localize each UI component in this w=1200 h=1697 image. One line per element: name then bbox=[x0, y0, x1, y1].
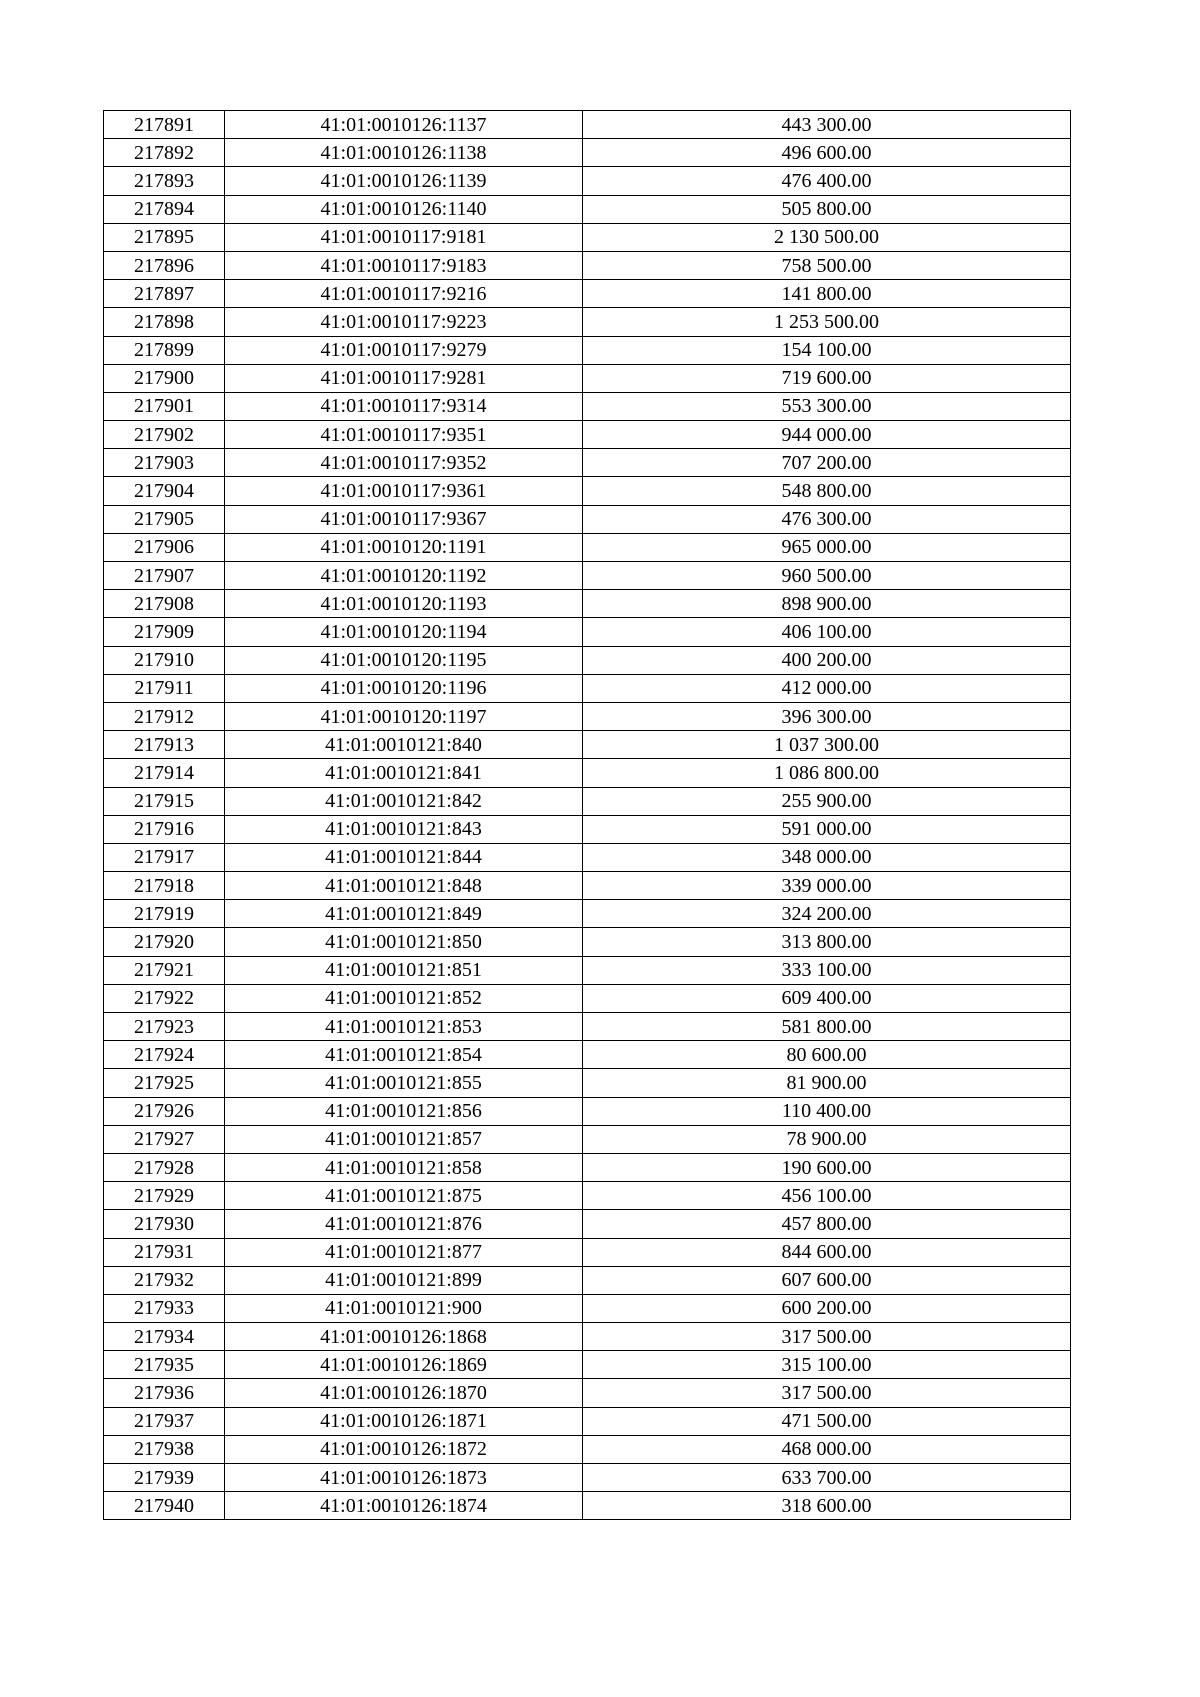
table-row bbox=[104, 984, 1071, 1012]
cadastral-value-cell: 607 600.00 bbox=[583, 1266, 1071, 1294]
cadastral-number-cell: 41:01:0010126:1140 bbox=[225, 195, 583, 223]
cadastral-number-cell: 41:01:0010121:842 bbox=[225, 787, 583, 815]
table-row bbox=[104, 1492, 1071, 1520]
table-row bbox=[104, 1013, 1071, 1041]
cadastral-number-cell: 41:01:0010120:1195 bbox=[225, 646, 583, 674]
table-row bbox=[104, 1266, 1071, 1294]
cadastral-value-cell: 400 200.00 bbox=[583, 646, 1071, 674]
cadastral-number-cell: 41:01:0010126:1873 bbox=[225, 1464, 583, 1492]
cadastral-number-cell: 41:01:0010117:9281 bbox=[225, 364, 583, 392]
row-number-cell: 217892 bbox=[104, 139, 225, 167]
row-number-cell: 217898 bbox=[104, 308, 225, 336]
cadastral-value-cell: 581 800.00 bbox=[583, 1013, 1071, 1041]
row-number-cell: 217923 bbox=[104, 1013, 225, 1041]
cadastral-number-cell: 41:01:0010121:900 bbox=[225, 1294, 583, 1322]
table-row bbox=[104, 618, 1071, 646]
row-number-cell: 217897 bbox=[104, 280, 225, 308]
cadastral-number-cell: 41:01:0010121:851 bbox=[225, 956, 583, 984]
cadastral-value-cell: 1 037 300.00 bbox=[583, 731, 1071, 759]
cadastral-value-cell: 758 500.00 bbox=[583, 251, 1071, 279]
cadastral-number-cell: 41:01:0010126:1870 bbox=[225, 1379, 583, 1407]
table-row bbox=[104, 195, 1071, 223]
table-row bbox=[104, 590, 1071, 618]
row-number-cell: 217899 bbox=[104, 336, 225, 364]
table-row bbox=[104, 562, 1071, 590]
row-number-cell: 217910 bbox=[104, 646, 225, 674]
row-number-cell: 217914 bbox=[104, 759, 225, 787]
cadastral-number-cell: 41:01:0010121:855 bbox=[225, 1069, 583, 1097]
row-number-cell: 217902 bbox=[104, 421, 225, 449]
cadastral-value-cell: 333 100.00 bbox=[583, 956, 1071, 984]
table-row bbox=[104, 533, 1071, 561]
row-number-cell: 217933 bbox=[104, 1294, 225, 1322]
row-number-cell: 217915 bbox=[104, 787, 225, 815]
row-number-cell: 217932 bbox=[104, 1266, 225, 1294]
cadastral-value-cell: 81 900.00 bbox=[583, 1069, 1071, 1097]
cadastral-number-cell: 41:01:0010121:849 bbox=[225, 900, 583, 928]
row-number-cell: 217911 bbox=[104, 674, 225, 702]
row-number-cell: 217894 bbox=[104, 195, 225, 223]
row-number-cell: 217912 bbox=[104, 702, 225, 730]
cadastral-value-cell: 719 600.00 bbox=[583, 364, 1071, 392]
row-number-cell: 217919 bbox=[104, 900, 225, 928]
row-number-cell: 217917 bbox=[104, 843, 225, 871]
cadastral-number-cell: 41:01:0010121:858 bbox=[225, 1153, 583, 1181]
row-number-cell: 217907 bbox=[104, 562, 225, 590]
cadastral-number-cell: 41:01:0010126:1138 bbox=[225, 139, 583, 167]
row-number-cell: 217924 bbox=[104, 1041, 225, 1069]
table-row bbox=[104, 759, 1071, 787]
cadastral-number-cell: 41:01:0010120:1197 bbox=[225, 702, 583, 730]
table-row bbox=[104, 505, 1071, 533]
table-row bbox=[104, 646, 1071, 674]
cadastral-value-cell: 457 800.00 bbox=[583, 1210, 1071, 1238]
table-row bbox=[104, 900, 1071, 928]
cadastral-value-cell: 406 100.00 bbox=[583, 618, 1071, 646]
cadastral-value-cell: 965 000.00 bbox=[583, 533, 1071, 561]
table-row bbox=[104, 1125, 1071, 1153]
row-number-cell: 217938 bbox=[104, 1435, 225, 1463]
cadastral-number-cell: 41:01:0010121:841 bbox=[225, 759, 583, 787]
cadastral-number-cell: 41:01:0010117:9367 bbox=[225, 505, 583, 533]
cadastral-value-cell: 591 000.00 bbox=[583, 815, 1071, 843]
cadastral-number-cell: 41:01:0010117:9223 bbox=[225, 308, 583, 336]
row-number-cell: 217922 bbox=[104, 984, 225, 1012]
cadastral-number-cell: 41:01:0010117:9216 bbox=[225, 280, 583, 308]
cadastral-number-cell: 41:01:0010126:1872 bbox=[225, 1435, 583, 1463]
cadastral-number-cell: 41:01:0010126:1871 bbox=[225, 1407, 583, 1435]
cadastral-value-cell: 154 100.00 bbox=[583, 336, 1071, 364]
cadastral-value-cell: 476 400.00 bbox=[583, 167, 1071, 195]
cadastral-value-cell: 190 600.00 bbox=[583, 1153, 1071, 1181]
cadastral-number-cell: 41:01:0010121:843 bbox=[225, 815, 583, 843]
cadastral-value-cell: 496 600.00 bbox=[583, 139, 1071, 167]
cadastral-value-cell: 348 000.00 bbox=[583, 843, 1071, 871]
table-row bbox=[104, 1153, 1071, 1181]
row-number-cell: 217937 bbox=[104, 1407, 225, 1435]
row-number-cell: 217918 bbox=[104, 872, 225, 900]
row-number-cell: 217906 bbox=[104, 533, 225, 561]
row-number-cell: 217908 bbox=[104, 590, 225, 618]
table-row bbox=[104, 731, 1071, 759]
cadastral-number-cell: 41:01:0010126:1868 bbox=[225, 1323, 583, 1351]
cadastral-value-cell: 313 800.00 bbox=[583, 928, 1071, 956]
row-number-cell: 217896 bbox=[104, 251, 225, 279]
row-number-cell: 217925 bbox=[104, 1069, 225, 1097]
cadastral-number-cell: 41:01:0010121:899 bbox=[225, 1266, 583, 1294]
row-number-cell: 217934 bbox=[104, 1323, 225, 1351]
cadastral-number-cell: 41:01:0010121:852 bbox=[225, 984, 583, 1012]
cadastral-value-cell: 141 800.00 bbox=[583, 280, 1071, 308]
cadastral-number-cell: 41:01:0010120:1194 bbox=[225, 618, 583, 646]
cadastral-number-cell: 41:01:0010121:848 bbox=[225, 872, 583, 900]
cadastral-value-cell: 78 900.00 bbox=[583, 1125, 1071, 1153]
cadastral-value-cell: 324 200.00 bbox=[583, 900, 1071, 928]
cadastral-value-cell: 255 900.00 bbox=[583, 787, 1071, 815]
cadastral-value-cell: 396 300.00 bbox=[583, 702, 1071, 730]
cadastral-number-cell: 41:01:0010126:1137 bbox=[225, 111, 583, 139]
row-number-cell: 217903 bbox=[104, 449, 225, 477]
cadastral-value-cell: 317 500.00 bbox=[583, 1323, 1071, 1351]
cadastral-number-cell: 41:01:0010117:9352 bbox=[225, 449, 583, 477]
table-row bbox=[104, 1041, 1071, 1069]
row-number-cell: 217936 bbox=[104, 1379, 225, 1407]
row-number-cell: 217920 bbox=[104, 928, 225, 956]
table-row bbox=[104, 449, 1071, 477]
table-row bbox=[104, 872, 1071, 900]
table-row bbox=[104, 1294, 1071, 1322]
row-number-cell: 217927 bbox=[104, 1125, 225, 1153]
cadastral-number-cell: 41:01:0010121:850 bbox=[225, 928, 583, 956]
cadastral-number-cell: 41:01:0010120:1196 bbox=[225, 674, 583, 702]
cadastral-number-cell: 41:01:0010117:9181 bbox=[225, 223, 583, 251]
cadastral-number-cell: 41:01:0010120:1192 bbox=[225, 562, 583, 590]
cadastral-number-cell: 41:01:0010126:1869 bbox=[225, 1351, 583, 1379]
row-number-cell: 217916 bbox=[104, 815, 225, 843]
cadastral-value-cell: 844 600.00 bbox=[583, 1238, 1071, 1266]
cadastral-value-cell: 80 600.00 bbox=[583, 1041, 1071, 1069]
row-number-cell: 217926 bbox=[104, 1097, 225, 1125]
cadastral-value-cell: 339 000.00 bbox=[583, 872, 1071, 900]
cadastral-value-table bbox=[103, 110, 1071, 1520]
cadastral-number-cell: 41:01:0010126:1139 bbox=[225, 167, 583, 195]
row-number-cell: 217928 bbox=[104, 1153, 225, 1181]
cadastral-number-cell: 41:01:0010121:857 bbox=[225, 1125, 583, 1153]
table-row bbox=[104, 1323, 1071, 1351]
row-number-cell: 217900 bbox=[104, 364, 225, 392]
table-row bbox=[104, 477, 1071, 505]
table-row bbox=[104, 223, 1071, 251]
cadastral-value-cell: 317 500.00 bbox=[583, 1379, 1071, 1407]
cadastral-value-cell: 553 300.00 bbox=[583, 392, 1071, 420]
cadastral-number-cell: 41:01:0010117:9314 bbox=[225, 392, 583, 420]
cadastral-value-cell: 471 500.00 bbox=[583, 1407, 1071, 1435]
table-row bbox=[104, 843, 1071, 871]
cadastral-value-cell: 600 200.00 bbox=[583, 1294, 1071, 1322]
cadastral-number-cell: 41:01:0010121:856 bbox=[225, 1097, 583, 1125]
table-row bbox=[104, 1097, 1071, 1125]
cadastral-value-cell: 476 300.00 bbox=[583, 505, 1071, 533]
row-number-cell: 217904 bbox=[104, 477, 225, 505]
cadastral-number-cell: 41:01:0010121:876 bbox=[225, 1210, 583, 1238]
table-row bbox=[104, 702, 1071, 730]
table-row bbox=[104, 251, 1071, 279]
row-number-cell: 217929 bbox=[104, 1182, 225, 1210]
row-number-cell: 217901 bbox=[104, 392, 225, 420]
table-row bbox=[104, 1182, 1071, 1210]
row-number-cell: 217939 bbox=[104, 1464, 225, 1492]
table-row bbox=[104, 1407, 1071, 1435]
row-number-cell: 217940 bbox=[104, 1492, 225, 1520]
table-row bbox=[104, 392, 1071, 420]
cadastral-value-cell: 456 100.00 bbox=[583, 1182, 1071, 1210]
row-number-cell: 217931 bbox=[104, 1238, 225, 1266]
table-row bbox=[104, 1379, 1071, 1407]
cadastral-number-cell: 41:01:0010117:9351 bbox=[225, 421, 583, 449]
cadastral-value-cell: 318 600.00 bbox=[583, 1492, 1071, 1520]
cadastral-number-cell: 41:01:0010121:853 bbox=[225, 1013, 583, 1041]
cadastral-value-cell: 110 400.00 bbox=[583, 1097, 1071, 1125]
cadastral-value-cell: 960 500.00 bbox=[583, 562, 1071, 590]
cadastral-value-cell: 548 800.00 bbox=[583, 477, 1071, 505]
table-row bbox=[104, 280, 1071, 308]
table-row bbox=[104, 956, 1071, 984]
cadastral-value-cell: 505 800.00 bbox=[583, 195, 1071, 223]
cadastral-value-cell: 898 900.00 bbox=[583, 590, 1071, 618]
table-row bbox=[104, 1435, 1071, 1463]
cadastral-number-cell: 41:01:0010126:1874 bbox=[225, 1492, 583, 1520]
table-row bbox=[104, 1464, 1071, 1492]
cadastral-number-cell: 41:01:0010121:844 bbox=[225, 843, 583, 871]
cadastral-value-cell: 315 100.00 bbox=[583, 1351, 1071, 1379]
table-row bbox=[104, 1351, 1071, 1379]
cadastral-number-cell: 41:01:0010117:9279 bbox=[225, 336, 583, 364]
table-row bbox=[104, 336, 1071, 364]
cadastral-number-cell: 41:01:0010117:9361 bbox=[225, 477, 583, 505]
row-number-cell: 217909 bbox=[104, 618, 225, 646]
table-row bbox=[104, 815, 1071, 843]
cadastral-number-cell: 41:01:0010121:840 bbox=[225, 731, 583, 759]
table-row bbox=[104, 674, 1071, 702]
table-row bbox=[104, 1210, 1071, 1238]
row-number-cell: 217913 bbox=[104, 731, 225, 759]
cadastral-value-cell: 609 400.00 bbox=[583, 984, 1071, 1012]
table-row bbox=[104, 364, 1071, 392]
cadastral-value-cell: 1 086 800.00 bbox=[583, 759, 1071, 787]
cadastral-number-cell: 41:01:0010121:875 bbox=[225, 1182, 583, 1210]
cadastral-value-cell: 944 000.00 bbox=[583, 421, 1071, 449]
table-row bbox=[104, 167, 1071, 195]
table-body bbox=[104, 111, 1071, 1520]
cadastral-number-cell: 41:01:0010120:1191 bbox=[225, 533, 583, 561]
table-row bbox=[104, 787, 1071, 815]
table-row bbox=[104, 928, 1071, 956]
row-number-cell: 217921 bbox=[104, 956, 225, 984]
cadastral-value-cell: 707 200.00 bbox=[583, 449, 1071, 477]
table-row bbox=[104, 421, 1071, 449]
cadastral-value-cell: 2 130 500.00 bbox=[583, 223, 1071, 251]
row-number-cell: 217891 bbox=[104, 111, 225, 139]
row-number-cell: 217895 bbox=[104, 223, 225, 251]
cadastral-number-cell: 41:01:0010121:854 bbox=[225, 1041, 583, 1069]
row-number-cell: 217930 bbox=[104, 1210, 225, 1238]
table-row bbox=[104, 308, 1071, 336]
row-number-cell: 217893 bbox=[104, 167, 225, 195]
table-row bbox=[104, 1238, 1071, 1266]
cadastral-number-cell: 41:01:0010121:877 bbox=[225, 1238, 583, 1266]
row-number-cell: 217935 bbox=[104, 1351, 225, 1379]
table-row bbox=[104, 111, 1071, 139]
table-row bbox=[104, 1069, 1071, 1097]
row-number-cell: 217905 bbox=[104, 505, 225, 533]
table-row bbox=[104, 139, 1071, 167]
cadastral-value-cell: 468 000.00 bbox=[583, 1435, 1071, 1463]
cadastral-number-cell: 41:01:0010120:1193 bbox=[225, 590, 583, 618]
cadastral-value-cell: 1 253 500.00 bbox=[583, 308, 1071, 336]
cadastral-value-cell: 633 700.00 bbox=[583, 1464, 1071, 1492]
cadastral-number-cell: 41:01:0010117:9183 bbox=[225, 251, 583, 279]
cadastral-value-cell: 443 300.00 bbox=[583, 111, 1071, 139]
cadastral-value-cell: 412 000.00 bbox=[583, 674, 1071, 702]
